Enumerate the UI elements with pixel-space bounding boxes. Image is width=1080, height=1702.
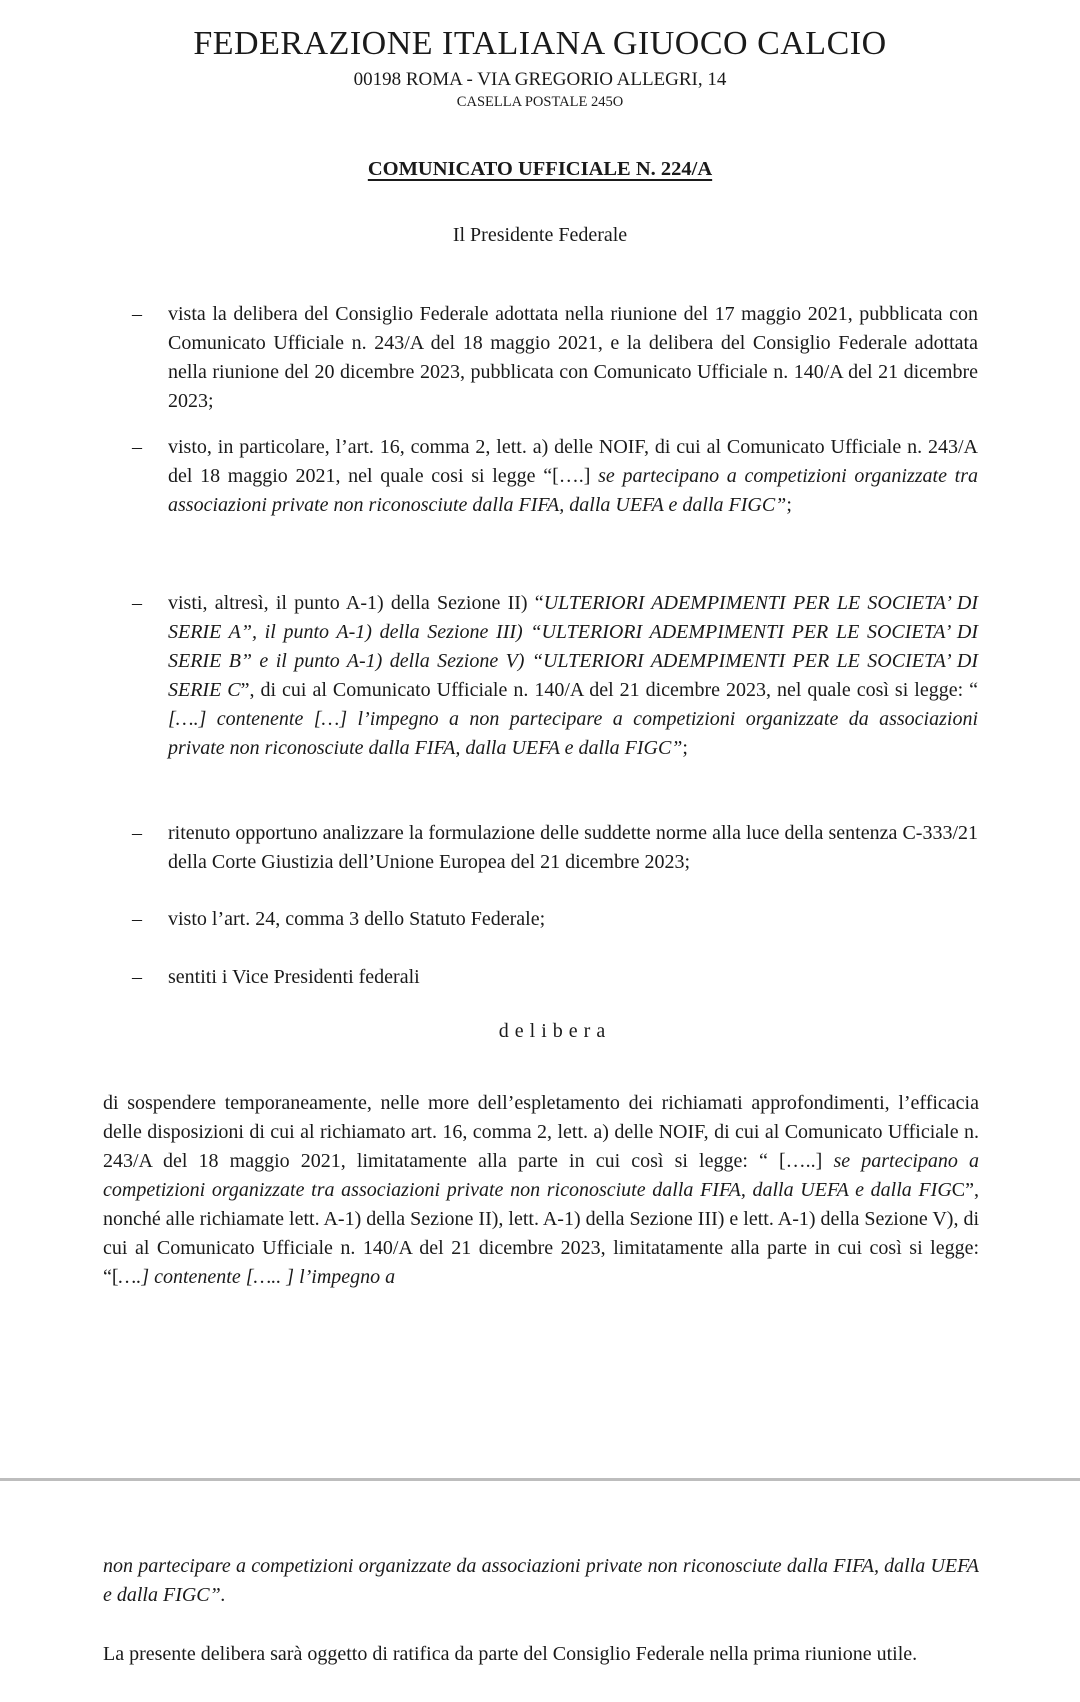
premise-text [168,819,978,877]
dash-bullet: – [132,822,142,844]
premise-item [132,963,978,992]
resolution-quote: ….] contenente [….. ] l’impegno a [118,1266,396,1288]
issuer-line: Il Presidente Federale [452,224,628,246]
resolution-quote: non partecipare a competizioni organizzate da associazioni private non riconosciute dalla FIFA, dalla UEFA e dalla FIGC”. [103,1555,979,1606]
resolution-text-run: di sospendere temporaneamente, nelle more dell’espletamento dei richiamati approfondimenti, l’efficacia delle disposizioni di cui al richiamato art. 16, comma 2, lett. a) delle NOIF, di cui al Comunicato Ufficiale n. 243/A del 18 maggio 2021, limitatamente alla parte in cui così si legge: “ […..] [103,1092,979,1172]
premise-text-run: visto l’art. 24, comma 3 dello Statuto Federale; [168,908,546,930]
premise-text-run: visti, altresì, il punto A-1) della Sezione II) “ [168,592,544,614]
premise-text [168,905,978,934]
dash-bullet: – [132,436,142,458]
premise-text-run: visto, in particolare, l’art. 16, comma 2, lett. a) delle NOIF, di cui al Comunicato Ufficiale n. 243/A del 18 maggio 2021, nel quale cosi si legge “[….] [168,436,978,487]
closing-text: La presente delibera sarà oggetto di ratifica da parte del Consiglio Federale nella prima riunione utile. [103,1643,918,1665]
premise-quote: se partecipano a competizioni organizzate tra associazioni private non riconosciute dalla FIFA, dalla UEFA e dalla FIGC” [168,465,978,516]
premise-quote: ULTERIORI ADEMPIMENTI PER LE SOCIETA’ DI SERIE A”, il punto A-1) della Sezione III) “ULTERIORI ADEMPIMENTI PER LE SOCIETA’ DI SERIE B” e il punto A-1) della Sezione V) “ULTERIORI ADEMPIMENTI PER LE SOCIETA’ DI SERIE C [168,592,978,701]
resolution-heading: delibera [498,1020,612,1042]
document-title: COMUNICATO UFFICIALE N. 224/A [367,158,713,180]
premise-text-run: ; [786,494,792,516]
page-break-divider [0,1478,1080,1481]
premise-item [132,589,978,763]
letterhead [0,22,1080,112]
organization-address: 00198 ROMA - VIA GREGORIO ALLEGRI, 14 [353,69,727,90]
dash-bullet: – [132,908,142,930]
premise-text-run: ”, di cui al Comunicato Ufficiale n. 140/A del 21 dicembre 2023, nel quale così si legge: “ [240,679,978,701]
premise-text-run: ritenuto opportuno analizzare la formulazione delle suddette norme alla luce della sentenza C-333/21 della Corte Giustizia dell’Unione Europea del 21 dicembre 2023; [168,822,978,873]
premise-text-run: sentiti i Vice Presidenti federali [168,966,420,988]
premise-text [168,300,978,416]
resolution-paragraph [103,1089,979,1292]
premise-item [132,819,978,877]
premise-text-run: vista la delibera del Consiglio Federale adottata nella riunione del 17 maggio 2021, pubblicata con Comunicato Ufficiale n. 243/A del 18 maggio 2021, e la delibera del Consiglio Federale adottata nella riunione del 20 dicembre 2023, pubblicata con Comunicato Ufficiale n. 140/A del 21 dicembre 2023; [168,303,978,412]
po-box: CASELLA POSTALE 245O [456,94,624,110]
premise-quote: [….] contenente […] l’impegno a non partecipare a competizioni organizzate da associazioni private non riconosciute dalla FIFA, dalla UEFA e dalla FIGC” [168,708,978,759]
premise-text [168,963,978,992]
closing-paragraph [103,1640,979,1669]
resolution-quote: se partecipano a competizioni organizzate tra associazioni private non riconosciute dalla FIFA, dalla UEFA e dalla FIG [103,1150,980,1201]
premise-item [132,433,978,520]
premise-text-run: ; [682,737,688,759]
premise-text [168,589,978,763]
dash-bullet: – [132,303,142,325]
premise-text [168,433,978,520]
dash-bullet: – [132,592,142,614]
resolution-continuation [103,1552,979,1610]
premise-item [132,300,978,416]
premise-item [132,905,978,934]
dash-bullet: – [132,966,142,988]
organization-name: FEDERAZIONE ITALIANA GIUOCO CALCIO [193,25,887,62]
resolution-text-run: C”, nonché alle richiamate lett. A-1) della Sezione II), lett. A-1) della Sezione III) e lett. A-1) della Sezione V), di cui al Comunicato Ufficiale n. 140/A del 21 dicembre 2023, limitatamente alla parte in cui così si legge: “[ [103,1179,979,1288]
